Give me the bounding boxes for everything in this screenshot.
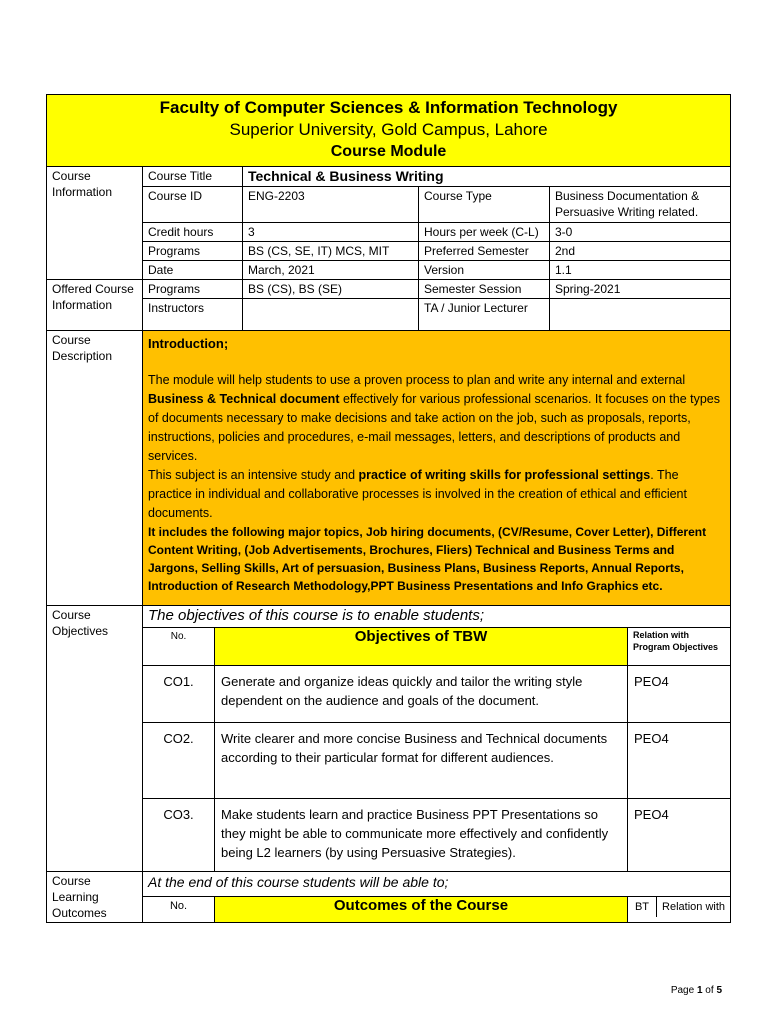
outcomes-relation-header: Relation with — [662, 900, 726, 913]
programs-label: Programs — [143, 242, 243, 261]
preferred-semester-value: 2nd — [550, 242, 731, 261]
objectives-title-header: Objectives of TBW — [215, 628, 628, 666]
course-type-label: Course Type — [419, 187, 550, 223]
hours-per-week-value: 3-0 — [550, 223, 731, 242]
date-label: Date — [143, 261, 243, 280]
description-intro: Introduction; — [148, 336, 229, 351]
course-learning-outcomes-label: Course Learning Outcomes — [47, 872, 143, 923]
credit-hours-label: Credit hours — [143, 223, 243, 242]
preferred-semester-label: Preferred Semester — [419, 242, 550, 261]
offered-course-information-label: Offered Course Information — [47, 280, 143, 331]
objectives-intro: The objectives of this course is to enable students; — [143, 606, 731, 628]
course-description-label: Course Description — [47, 331, 143, 606]
document-header — [47, 95, 731, 167]
semester-session-value: Spring-2021 — [550, 280, 731, 299]
course-id-value: ENG-2203 — [243, 187, 419, 223]
objective-text: Generate and organize ideas quickly and tailor the writing style dependent on the audience and goals of the document. — [215, 666, 628, 723]
instructors-label: Instructors — [143, 299, 243, 331]
course-id-label: Course ID — [143, 187, 243, 223]
outcomes-intro: At the end of this course students will be able to; — [143, 872, 731, 897]
objective-relation: PEO4 — [628, 666, 731, 723]
course-title-value: Technical & Business Writing — [243, 167, 731, 187]
offered-programs-label: Programs — [143, 280, 243, 299]
description-paragraph-3: It includes the following major topics, Job hiring documents, (CV/Resume, Cover Letter), Different Content Writing, (Job Advertisements, Brochures, Fliers) Technical and Business Terms and Jargons, Selling Skills, Art of persuasion, Business Plans, Business Reports, Annual Reports, Introduction of Research Methodology,PPT Business Presentations and Info Graphics etc. — [148, 525, 707, 593]
objective-relation: PEO4 — [628, 723, 731, 799]
course-information-label: Course Information — [47, 167, 143, 280]
module-title: Course Module — [330, 143, 447, 160]
objective-text: Write clearer and more concise Business and Technical documents according to their particular format for different audiences. — [215, 723, 628, 799]
objectives-no-header: No. — [143, 628, 215, 666]
faculty-title: Faculty of Computer Sciences & Information Technology — [159, 98, 618, 117]
objective-relation: PEO4 — [628, 799, 731, 872]
university-name: Superior University, Gold Campus, Lahore — [229, 120, 548, 139]
credit-hours-value: 3 — [243, 223, 419, 242]
objectives-relation-header: Relation with Program Objectives — [628, 628, 731, 666]
date-value: March, 2021 — [243, 261, 419, 280]
course-objectives-label: Course Objectives — [47, 606, 143, 872]
description-paragraph-2: This subject is an intensive study and practice of writing skills for professional settings. The practice in individual and collaborative processes is involved in the creation of ethical and efficient documents. — [148, 468, 687, 520]
course-module-document — [46, 94, 730, 923]
course-title-label: Course Title — [143, 167, 243, 187]
outcomes-bt-header: BT — [628, 897, 657, 917]
page-number: Page 1 of 5 — [670, 985, 722, 996]
ta-label: TA / Junior Lecturer — [419, 299, 550, 331]
course-type-value: Business Documentation & Persuasive Writing related. — [550, 187, 731, 223]
course-module-table — [46, 94, 731, 923]
hours-per-week-label: Hours per week (C-L) — [419, 223, 550, 242]
programs-value: BS (CS, SE, IT) MCS, MIT — [243, 242, 419, 261]
version-label: Version — [419, 261, 550, 280]
semester-session-label: Semester Session — [419, 280, 550, 299]
objective-number: CO1. — [143, 666, 215, 723]
objective-number: CO3. — [143, 799, 215, 872]
description-paragraph-1: The module will help students to use a proven process to plan and write any internal and external Business & Technical document effectively for various professional scenarios. It focuses on the types of documents necessary to make decisions and take action on the job, such as proposals, reports, instructions, policies and procedures, e-mail messages, letters, and descriptions of products and services. — [148, 373, 721, 463]
objective-number: CO2. — [143, 723, 215, 799]
course-description-body — [143, 331, 731, 606]
objective-text: Make students learn and practice Business PPT Presentations so they might be able to communicate more effectively and confidently being L2 learners (by using Persuasive Strategies). — [215, 799, 628, 872]
outcomes-no-header: No. — [143, 896, 215, 922]
instructors-value — [243, 299, 419, 331]
outcomes-title-header: Outcomes of the Course — [215, 896, 628, 922]
version-value: 1.1 — [550, 261, 731, 280]
outcomes-bt-relation-header — [628, 896, 731, 922]
ta-value — [550, 299, 731, 331]
offered-programs-value: BS (CS), BS (SE) — [243, 280, 419, 299]
